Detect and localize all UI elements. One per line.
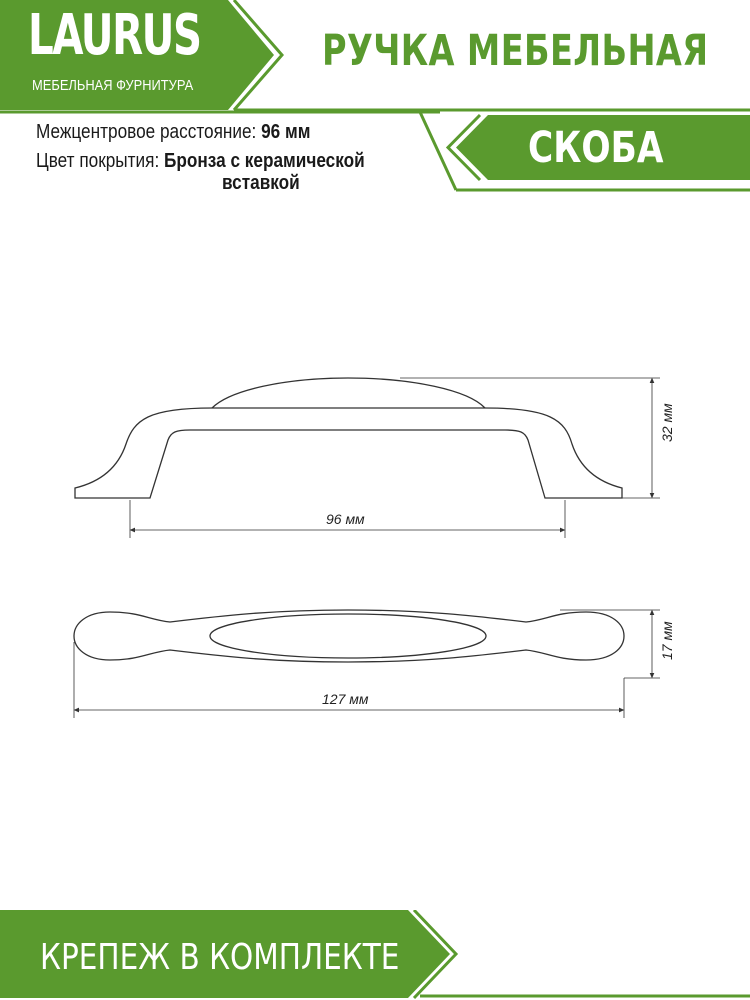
dim-side-width: 96 мм (326, 511, 365, 527)
handle-top-view (0, 590, 750, 730)
spec-color-label: Цвет покрытия: (36, 150, 160, 172)
handle-side-view (0, 360, 750, 560)
dim-top-length: 127 мм (322, 691, 369, 707)
brand-logo: LAURUS (28, 3, 201, 68)
product-title: РУЧКА МЕБЕЛЬНАЯ (322, 26, 709, 76)
spec-center-distance-value: 96 мм (261, 121, 311, 143)
footer-fasteners-included: КРЕПЕЖ В КОМПЛЕКТЕ (40, 937, 400, 978)
brand-tagline: МЕБЕЛЬНАЯ ФУРНИТУРА (32, 77, 194, 94)
spec-color-line2-wrap (222, 173, 300, 193)
spec-color-value-line2: вставкой (222, 172, 300, 194)
spec-color (36, 151, 365, 171)
dim-top-height: 17 мм (659, 621, 675, 660)
spec-center-distance-label: Межцентровое расстояние: (36, 121, 257, 143)
product-subtitle: СКОБА (528, 123, 664, 173)
spec-center-distance (36, 122, 310, 142)
spec-color-value-line1: Бронза с керамической (164, 150, 365, 172)
dim-side-height: 32 мм (659, 403, 675, 442)
